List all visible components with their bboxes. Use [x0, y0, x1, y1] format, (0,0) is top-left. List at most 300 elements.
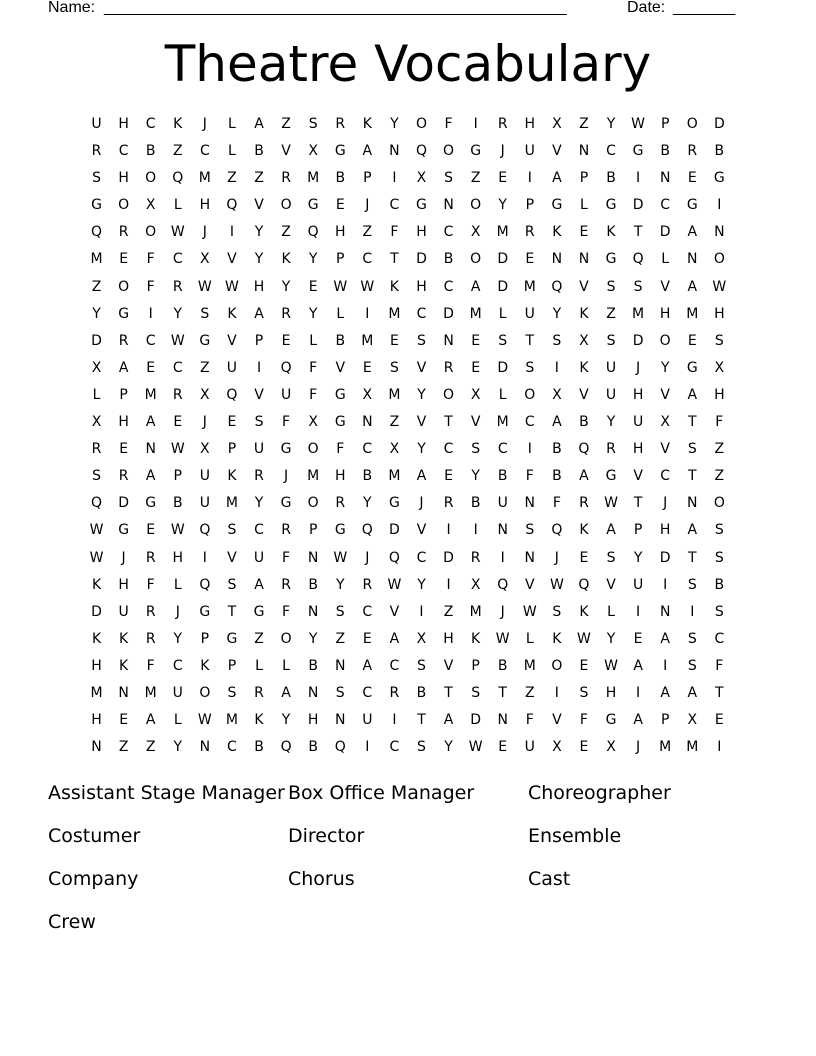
grid-letter[interactable]: I: [202, 549, 207, 566]
grid-letter[interactable]: W: [604, 495, 618, 512]
grid-letter[interactable]: R: [281, 170, 291, 187]
grid-letter[interactable]: Y: [281, 712, 291, 729]
grid-letter[interactable]: N: [145, 441, 156, 458]
grid-letter[interactable]: W: [468, 739, 483, 756]
grid-letter[interactable]: V: [660, 278, 670, 295]
grid-letter[interactable]: U: [199, 495, 210, 512]
grid-letter[interactable]: I: [148, 305, 153, 322]
grid-letter[interactable]: H: [199, 197, 211, 214]
grid-letter[interactable]: N: [362, 414, 373, 431]
grid-letter[interactable]: E: [362, 630, 372, 647]
grid-letter[interactable]: B: [308, 576, 318, 593]
grid-letter[interactable]: L: [228, 116, 236, 132]
grid-letter[interactable]: R: [254, 684, 264, 701]
grid-letter[interactable]: P: [173, 468, 182, 485]
grid-letter[interactable]: M: [523, 278, 536, 295]
grid-letter[interactable]: G: [605, 468, 617, 485]
grid-letter[interactable]: M: [686, 305, 699, 322]
grid-letter[interactable]: A: [552, 414, 562, 431]
grid-letter[interactable]: F: [715, 414, 724, 431]
grid-letter[interactable]: Z: [118, 739, 129, 756]
grid-letter[interactable]: M: [361, 332, 374, 349]
grid-letter[interactable]: B: [606, 170, 616, 187]
grid-letter[interactable]: A: [254, 305, 264, 322]
grid-letter[interactable]: O: [686, 116, 698, 132]
grid-letter[interactable]: I: [392, 170, 397, 187]
grid-letter[interactable]: I: [554, 359, 559, 376]
grid-letter[interactable]: M: [90, 684, 103, 701]
grid-letter[interactable]: C: [199, 143, 210, 160]
grid-letter[interactable]: K: [579, 522, 589, 539]
grid-letter[interactable]: O: [280, 630, 292, 647]
grid-letter[interactable]: K: [227, 305, 237, 322]
grid-letter[interactable]: Y: [308, 305, 318, 322]
grid-letter[interactable]: U: [226, 359, 238, 376]
grid-letter[interactable]: Y: [444, 739, 453, 756]
grid-letter[interactable]: W: [495, 630, 510, 647]
grid-letter[interactable]: J: [500, 603, 505, 620]
grid-letter[interactable]: R: [281, 305, 291, 322]
grid-letter[interactable]: J: [500, 143, 505, 160]
grid-letter[interactable]: C: [443, 278, 454, 295]
grid-letter[interactable]: H: [416, 278, 427, 295]
grid-letter[interactable]: C: [443, 441, 454, 458]
grid-letter[interactable]: S: [606, 332, 616, 349]
grid-letter[interactable]: K: [254, 712, 264, 729]
grid-letter[interactable]: Y: [660, 359, 670, 376]
grid-letter[interactable]: Q: [497, 576, 509, 593]
grid-letter[interactable]: G: [118, 522, 130, 539]
grid-letter[interactable]: O: [415, 116, 427, 132]
grid-letter[interactable]: J: [636, 359, 641, 376]
grid-letter[interactable]: P: [363, 170, 372, 187]
grid-letter[interactable]: I: [527, 441, 532, 458]
grid-letter[interactable]: J: [554, 549, 559, 566]
grid-letter[interactable]: E: [579, 549, 589, 566]
grid-letter[interactable]: G: [199, 332, 211, 349]
grid-letter[interactable]: R: [606, 441, 616, 458]
grid-letter[interactable]: K: [552, 224, 562, 241]
grid-letter[interactable]: L: [580, 197, 588, 214]
grid-letter[interactable]: V: [660, 441, 670, 458]
grid-letter[interactable]: B: [308, 739, 318, 756]
grid-letter[interactable]: S: [606, 549, 616, 566]
grid-letter[interactable]: Z: [335, 630, 346, 647]
grid-letter[interactable]: W: [170, 522, 185, 539]
grid-letter[interactable]: X: [145, 197, 156, 214]
grid-letter[interactable]: C: [660, 468, 671, 485]
grid-letter[interactable]: I: [663, 576, 668, 593]
grid-letter[interactable]: S: [525, 522, 535, 539]
grid-letter[interactable]: Y: [92, 305, 101, 322]
grid-letter[interactable]: B: [470, 495, 481, 512]
grid-letter[interactable]: K: [606, 224, 616, 241]
name-field[interactable]: ____________________________________________________: [104, 0, 567, 16]
grid-letter[interactable]: Y: [281, 278, 291, 295]
grid-letter[interactable]: Z: [362, 224, 373, 241]
grid-letter[interactable]: H: [91, 657, 102, 674]
grid-letter[interactable]: N: [687, 251, 698, 268]
grid-letter[interactable]: R: [362, 576, 373, 593]
grid-letter[interactable]: Y: [552, 305, 562, 322]
grid-letter[interactable]: C: [606, 143, 616, 160]
grid-letter[interactable]: T: [687, 549, 697, 566]
grid-letter[interactable]: D: [443, 549, 454, 566]
grid-letter[interactable]: B: [552, 441, 562, 458]
grid-letter[interactable]: B: [552, 468, 562, 485]
grid-letter[interactable]: C: [362, 251, 373, 268]
grid-letter[interactable]: J: [284, 468, 289, 485]
grid-letter[interactable]: X: [660, 414, 670, 431]
grid-letter[interactable]: A: [606, 522, 616, 539]
grid-letter[interactable]: G: [280, 495, 292, 512]
grid-letter[interactable]: O: [713, 495, 725, 512]
grid-letter[interactable]: H: [334, 224, 346, 241]
grid-letter[interactable]: F: [715, 657, 724, 674]
grid-letter[interactable]: S: [417, 332, 426, 349]
grid-letter[interactable]: P: [579, 170, 589, 187]
grid-letter[interactable]: E: [633, 630, 643, 647]
grid-letter[interactable]: Y: [308, 251, 318, 268]
grid-letter[interactable]: A: [145, 712, 156, 729]
grid-letter[interactable]: G: [605, 251, 617, 268]
grid-letter[interactable]: Q: [226, 197, 238, 214]
grid-letter[interactable]: D: [497, 278, 509, 295]
grid-letter[interactable]: Z: [254, 170, 264, 187]
grid-letter[interactable]: O: [443, 143, 455, 160]
grid-letter[interactable]: N: [335, 657, 346, 674]
grid-letter[interactable]: Y: [254, 251, 264, 268]
grid-letter[interactable]: G: [280, 441, 292, 458]
grid-letter[interactable]: C: [389, 197, 400, 214]
grid-letter[interactable]: A: [687, 684, 698, 701]
grid-letter[interactable]: S: [714, 332, 724, 349]
grid-letter[interactable]: X: [308, 414, 318, 431]
grid-letter[interactable]: T: [633, 495, 643, 512]
grid-letter[interactable]: Y: [173, 739, 183, 756]
grid-letter[interactable]: V: [335, 359, 346, 376]
grid-letter[interactable]: E: [471, 359, 481, 376]
grid-letter[interactable]: D: [91, 603, 102, 620]
grid-letter[interactable]: X: [552, 116, 562, 132]
grid-letter[interactable]: C: [172, 251, 183, 268]
grid-letter[interactable]: O: [443, 386, 455, 403]
grid-letter[interactable]: J: [663, 495, 668, 512]
grid-letter[interactable]: P: [660, 116, 670, 132]
grid-letter[interactable]: Q: [388, 549, 400, 566]
grid-letter[interactable]: A: [687, 386, 698, 403]
grid-letter[interactable]: F: [146, 251, 155, 268]
grid-letter[interactable]: S: [687, 441, 697, 458]
grid-letter[interactable]: D: [91, 332, 102, 349]
grid-letter[interactable]: E: [362, 359, 372, 376]
grid-letter[interactable]: U: [524, 739, 535, 756]
grid-letter[interactable]: O: [551, 657, 563, 674]
grid-letter[interactable]: Q: [91, 495, 103, 512]
grid-letter[interactable]: C: [172, 657, 183, 674]
grid-letter[interactable]: Z: [200, 359, 210, 376]
grid-letter[interactable]: S: [200, 305, 210, 322]
grid-letter[interactable]: M: [686, 739, 699, 756]
grid-letter[interactable]: W: [225, 278, 239, 295]
grid-letter[interactable]: E: [119, 712, 129, 729]
grid-letter[interactable]: B: [254, 143, 264, 160]
grid-letter[interactable]: P: [227, 441, 237, 458]
grid-letter[interactable]: Q: [280, 359, 292, 376]
grid-letter[interactable]: D: [443, 305, 454, 322]
grid-letter[interactable]: W: [333, 278, 348, 295]
grid-letter[interactable]: R: [118, 332, 129, 349]
grid-letter[interactable]: M: [90, 251, 103, 268]
grid-letter[interactable]: B: [254, 739, 264, 756]
grid-letter[interactable]: G: [334, 386, 346, 403]
grid-letter[interactable]: H: [605, 684, 617, 701]
grid-letter[interactable]: X: [579, 332, 589, 349]
grid-letter[interactable]: T: [390, 251, 399, 268]
grid-letter[interactable]: V: [606, 576, 616, 593]
grid-letter[interactable]: H: [334, 468, 346, 485]
grid-letter[interactable]: K: [579, 359, 589, 376]
grid-letter[interactable]: L: [255, 657, 263, 674]
grid-letter[interactable]: H: [91, 712, 102, 729]
grid-letter[interactable]: C: [172, 359, 183, 376]
grid-letter[interactable]: S: [335, 603, 345, 620]
grid-letter[interactable]: V: [227, 549, 237, 566]
grid-letter[interactable]: A: [254, 576, 264, 593]
grid-letter[interactable]: N: [578, 143, 590, 160]
grid-letter[interactable]: L: [661, 251, 670, 268]
grid-letter[interactable]: R: [687, 143, 698, 160]
grid-letter[interactable]: S: [308, 116, 318, 132]
grid-letter[interactable]: R: [281, 522, 291, 539]
grid-letter[interactable]: X: [687, 712, 698, 729]
grid-letter[interactable]: K: [552, 630, 562, 647]
grid-letter[interactable]: Y: [633, 549, 643, 566]
grid-letter[interactable]: C: [362, 603, 373, 620]
grid-letter[interactable]: W: [197, 278, 212, 295]
grid-letter[interactable]: P: [200, 630, 210, 647]
grid-letter[interactable]: L: [92, 386, 101, 403]
grid-letter[interactable]: I: [419, 603, 424, 620]
grid-letter[interactable]: A: [145, 468, 156, 485]
grid-letter[interactable]: I: [636, 170, 641, 187]
grid-letter[interactable]: K: [91, 630, 102, 647]
grid-letter[interactable]: D: [389, 522, 400, 539]
grid-letter[interactable]: W: [387, 576, 402, 593]
grid-letter[interactable]: V: [552, 712, 562, 729]
grid-letter[interactable]: Y: [308, 630, 318, 647]
grid-letter[interactable]: E: [579, 739, 589, 756]
grid-letter[interactable]: B: [416, 684, 427, 701]
grid-letter[interactable]: C: [254, 522, 264, 539]
grid-letter[interactable]: A: [389, 630, 400, 647]
grid-letter[interactable]: K: [579, 305, 589, 322]
grid-letter[interactable]: R: [579, 495, 589, 512]
grid-letter[interactable]: C: [416, 549, 427, 566]
grid-letter[interactable]: M: [469, 603, 482, 620]
grid-letter[interactable]: L: [282, 657, 290, 674]
grid-letter[interactable]: C: [118, 143, 129, 160]
grid-letter[interactable]: J: [419, 495, 424, 512]
grid-letter[interactable]: Z: [281, 224, 291, 241]
grid-letter[interactable]: M: [469, 305, 482, 322]
grid-letter[interactable]: V: [416, 359, 427, 376]
grid-letter[interactable]: C: [714, 630, 725, 647]
grid-letter[interactable]: T: [227, 603, 237, 620]
grid-letter[interactable]: W: [604, 657, 618, 674]
grid-letter[interactable]: F: [282, 603, 291, 620]
grid-letter[interactable]: X: [606, 739, 616, 756]
grid-letter[interactable]: I: [446, 522, 451, 539]
grid-letter[interactable]: E: [444, 468, 453, 485]
grid-letter[interactable]: E: [471, 332, 481, 349]
grid-letter[interactable]: S: [254, 414, 264, 431]
grid-letter[interactable]: Y: [417, 576, 426, 593]
grid-letter[interactable]: S: [471, 441, 481, 458]
grid-letter[interactable]: S: [444, 170, 453, 187]
grid-letter[interactable]: I: [636, 603, 641, 620]
grid-letter[interactable]: A: [687, 224, 698, 241]
grid-letter[interactable]: A: [281, 684, 291, 701]
grid-letter[interactable]: N: [307, 549, 319, 566]
grid-letter[interactable]: R: [118, 224, 129, 241]
grid-letter[interactable]: K: [119, 657, 129, 674]
grid-letter[interactable]: Y: [606, 630, 616, 647]
grid-letter[interactable]: B: [308, 657, 318, 674]
grid-letter[interactable]: A: [633, 712, 643, 729]
grid-letter[interactable]: W: [170, 224, 185, 241]
grid-letter[interactable]: U: [253, 441, 265, 458]
grid-letter[interactable]: H: [714, 386, 725, 403]
grid-letter[interactable]: K: [173, 116, 183, 132]
grid-letter[interactable]: C: [660, 197, 671, 214]
grid-letter[interactable]: S: [92, 468, 101, 485]
grid-letter[interactable]: R: [443, 495, 454, 512]
grid-letter[interactable]: W: [197, 712, 212, 729]
grid-letter[interactable]: P: [660, 712, 670, 729]
grid-letter[interactable]: H: [118, 576, 129, 593]
grid-letter[interactable]: G: [334, 414, 346, 431]
grid-letter[interactable]: G: [118, 305, 130, 322]
grid-letter[interactable]: E: [227, 414, 237, 431]
grid-letter[interactable]: I: [636, 684, 641, 701]
grid-letter[interactable]: V: [227, 251, 237, 268]
grid-letter[interactable]: A: [633, 657, 643, 674]
grid-letter[interactable]: N: [118, 684, 129, 701]
grid-letter[interactable]: M: [144, 386, 157, 403]
grid-letter[interactable]: Y: [335, 576, 345, 593]
grid-letter[interactable]: F: [282, 414, 291, 431]
grid-letter[interactable]: W: [170, 332, 185, 349]
grid-letter[interactable]: I: [717, 197, 722, 214]
grid-letter[interactable]: H: [632, 386, 644, 403]
grid-letter[interactable]: U: [605, 386, 617, 403]
grid-letter[interactable]: X: [200, 251, 210, 268]
grid-letter[interactable]: R: [335, 495, 346, 512]
grid-letter[interactable]: F: [146, 576, 155, 593]
grid-letter[interactable]: J: [365, 197, 370, 214]
grid-letter[interactable]: Z: [524, 684, 535, 701]
grid-letter[interactable]: U: [362, 712, 373, 729]
grid-letter[interactable]: D: [118, 495, 129, 512]
grid-letter[interactable]: H: [118, 414, 129, 431]
grid-letter[interactable]: O: [524, 386, 536, 403]
grid-letter[interactable]: U: [199, 468, 210, 485]
grid-letter[interactable]: M: [496, 224, 509, 241]
grid-letter[interactable]: B: [660, 143, 670, 160]
grid-letter[interactable]: B: [172, 495, 183, 512]
grid-letter[interactable]: X: [416, 630, 427, 647]
grid-letter[interactable]: A: [552, 170, 562, 187]
grid-letter[interactable]: U: [524, 305, 535, 322]
grid-letter[interactable]: O: [713, 251, 725, 268]
grid-letter[interactable]: I: [392, 712, 397, 729]
grid-letter[interactable]: V: [579, 278, 589, 295]
grid-letter[interactable]: B: [579, 414, 589, 431]
grid-letter[interactable]: F: [579, 712, 588, 729]
grid-letter[interactable]: M: [307, 170, 320, 187]
grid-letter[interactable]: S: [552, 603, 562, 620]
grid-letter[interactable]: V: [227, 332, 237, 349]
grid-letter[interactable]: K: [471, 630, 481, 647]
grid-letter[interactable]: R: [172, 278, 183, 295]
grid-letter[interactable]: A: [145, 414, 156, 431]
grid-letter[interactable]: Q: [551, 278, 563, 295]
grid-letter[interactable]: R: [335, 116, 346, 132]
grid-letter[interactable]: I: [663, 657, 668, 674]
grid-letter[interactable]: S: [687, 576, 697, 593]
grid-letter[interactable]: F: [444, 116, 453, 132]
grid-letter[interactable]: N: [524, 549, 536, 566]
grid-letter[interactable]: Q: [361, 522, 373, 539]
grid-letter[interactable]: W: [631, 116, 646, 132]
grid-letter[interactable]: M: [388, 305, 401, 322]
grid-letter[interactable]: H: [307, 712, 319, 729]
grid-letter[interactable]: N: [578, 251, 590, 268]
grid-letter[interactable]: S: [417, 657, 426, 674]
grid-letter[interactable]: Q: [415, 143, 427, 160]
grid-letter[interactable]: A: [660, 630, 670, 647]
grid-letter[interactable]: G: [416, 197, 427, 214]
grid-letter[interactable]: B: [714, 143, 725, 160]
grid-letter[interactable]: Y: [498, 197, 507, 214]
grid-letter[interactable]: A: [118, 359, 129, 376]
grid-letter[interactable]: V: [254, 386, 264, 403]
grid-letter[interactable]: E: [335, 197, 345, 214]
grid-letter[interactable]: N: [91, 739, 102, 756]
grid-letter[interactable]: S: [714, 603, 724, 620]
grid-letter[interactable]: L: [498, 386, 507, 403]
grid-letter[interactable]: U: [605, 359, 617, 376]
grid-letter[interactable]: S: [714, 522, 724, 539]
grid-letter[interactable]: W: [360, 278, 375, 295]
grid-letter[interactable]: Z: [470, 170, 481, 187]
grid-letter[interactable]: W: [333, 549, 348, 566]
grid-letter[interactable]: I: [500, 549, 505, 566]
grid-letter[interactable]: P: [254, 332, 264, 349]
grid-letter[interactable]: N: [443, 197, 454, 214]
grid-letter[interactable]: X: [308, 143, 318, 160]
grid-letter[interactable]: N: [687, 495, 698, 512]
grid-letter[interactable]: E: [714, 712, 724, 729]
grid-letter[interactable]: Y: [390, 116, 399, 132]
grid-letter[interactable]: J: [175, 603, 180, 620]
grid-letter[interactable]: C: [362, 684, 373, 701]
grid-letter[interactable]: H: [416, 224, 427, 241]
grid-letter[interactable]: W: [89, 522, 104, 539]
grid-letter[interactable]: S: [389, 359, 399, 376]
grid-letter[interactable]: N: [659, 170, 671, 187]
